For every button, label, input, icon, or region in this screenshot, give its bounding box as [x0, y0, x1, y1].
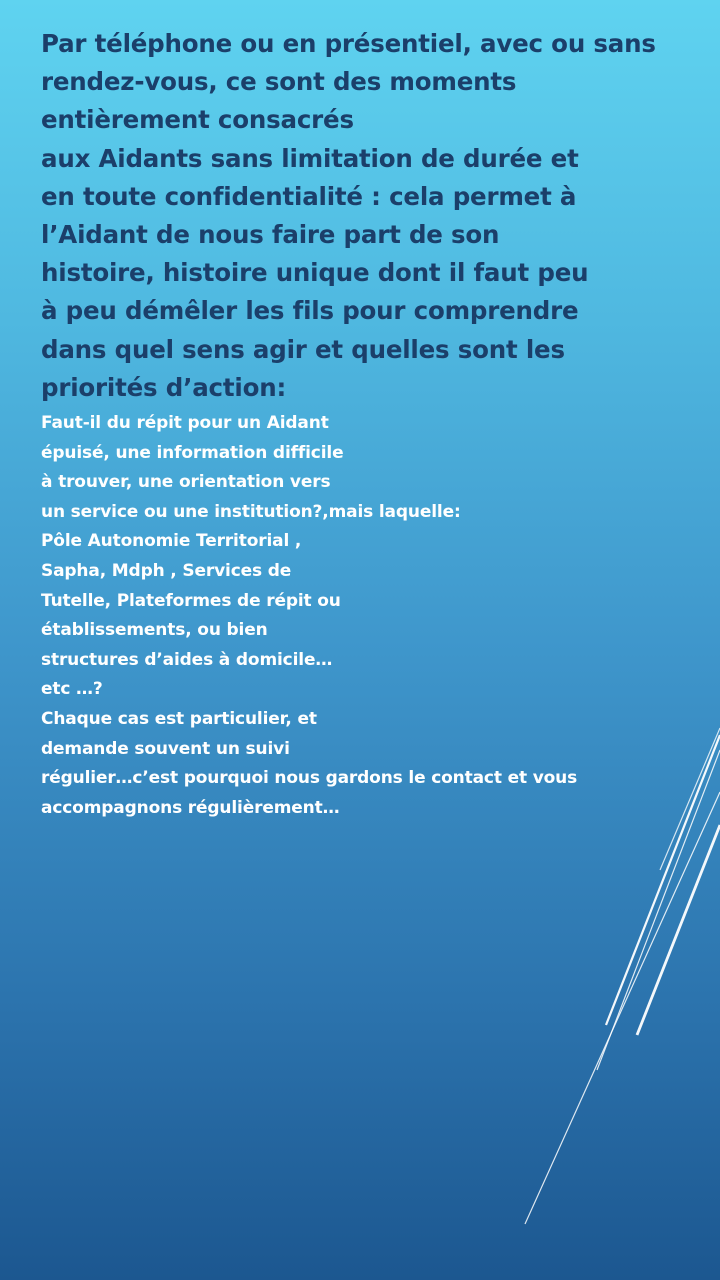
body-line: régulier…c’est pourquoi nous gardons le contact et vous — [41, 768, 578, 789]
body-line: etc …? — [41, 679, 103, 700]
heading-line: en toute confidentialité : cela permet à — [41, 181, 577, 211]
heading-line: Par téléphone ou en présentiel, avec ou sans — [41, 29, 656, 58]
body-line: Tutelle, Plateformes de répit ou — [41, 590, 341, 611]
body-line: accompagnons régulièrement… — [41, 797, 340, 818]
body-line: structures d’aides à domicile… — [41, 649, 333, 670]
heading-line: aux Aidants sans limitation de durée et — [41, 143, 579, 173]
heading-line: rendez-vous, ce sont des moments — [41, 67, 517, 97]
heading-line: l’Aidant de nous faire part de son — [41, 220, 500, 250]
heading-line: dans quel sens agir et quelles sont les — [41, 334, 565, 364]
body-line: un service ou une institution?,mais laquelle: — [41, 501, 461, 522]
deco-line — [525, 792, 720, 1224]
body-line: épuisé, une information difficile — [41, 442, 344, 463]
heading-paragraph — [41, 25, 701, 407]
deco-line — [637, 825, 720, 1035]
heading-line: entièrement consacrés — [41, 105, 354, 135]
body-line: Pôle Autonomie Territorial , — [41, 531, 302, 552]
body-line: établissements, ou bien — [41, 620, 268, 641]
body-paragraph — [41, 409, 701, 823]
heading-line: histoire, histoire unique dont il faut peu — [41, 258, 589, 288]
body-line: Chaque cas est particulier, et — [41, 708, 317, 729]
heading-line: priorités d’action: — [41, 372, 287, 402]
heading-line: à peu démêler les fils pour comprendre — [41, 296, 579, 326]
body-line: demande souvent un suivi — [41, 738, 290, 759]
body-line: Sapha, Mdph , Services de — [41, 560, 292, 581]
body-line: Faut-il du répit pour un Aidant — [41, 413, 329, 433]
body-line: à trouver, une orientation vers — [41, 472, 331, 493]
